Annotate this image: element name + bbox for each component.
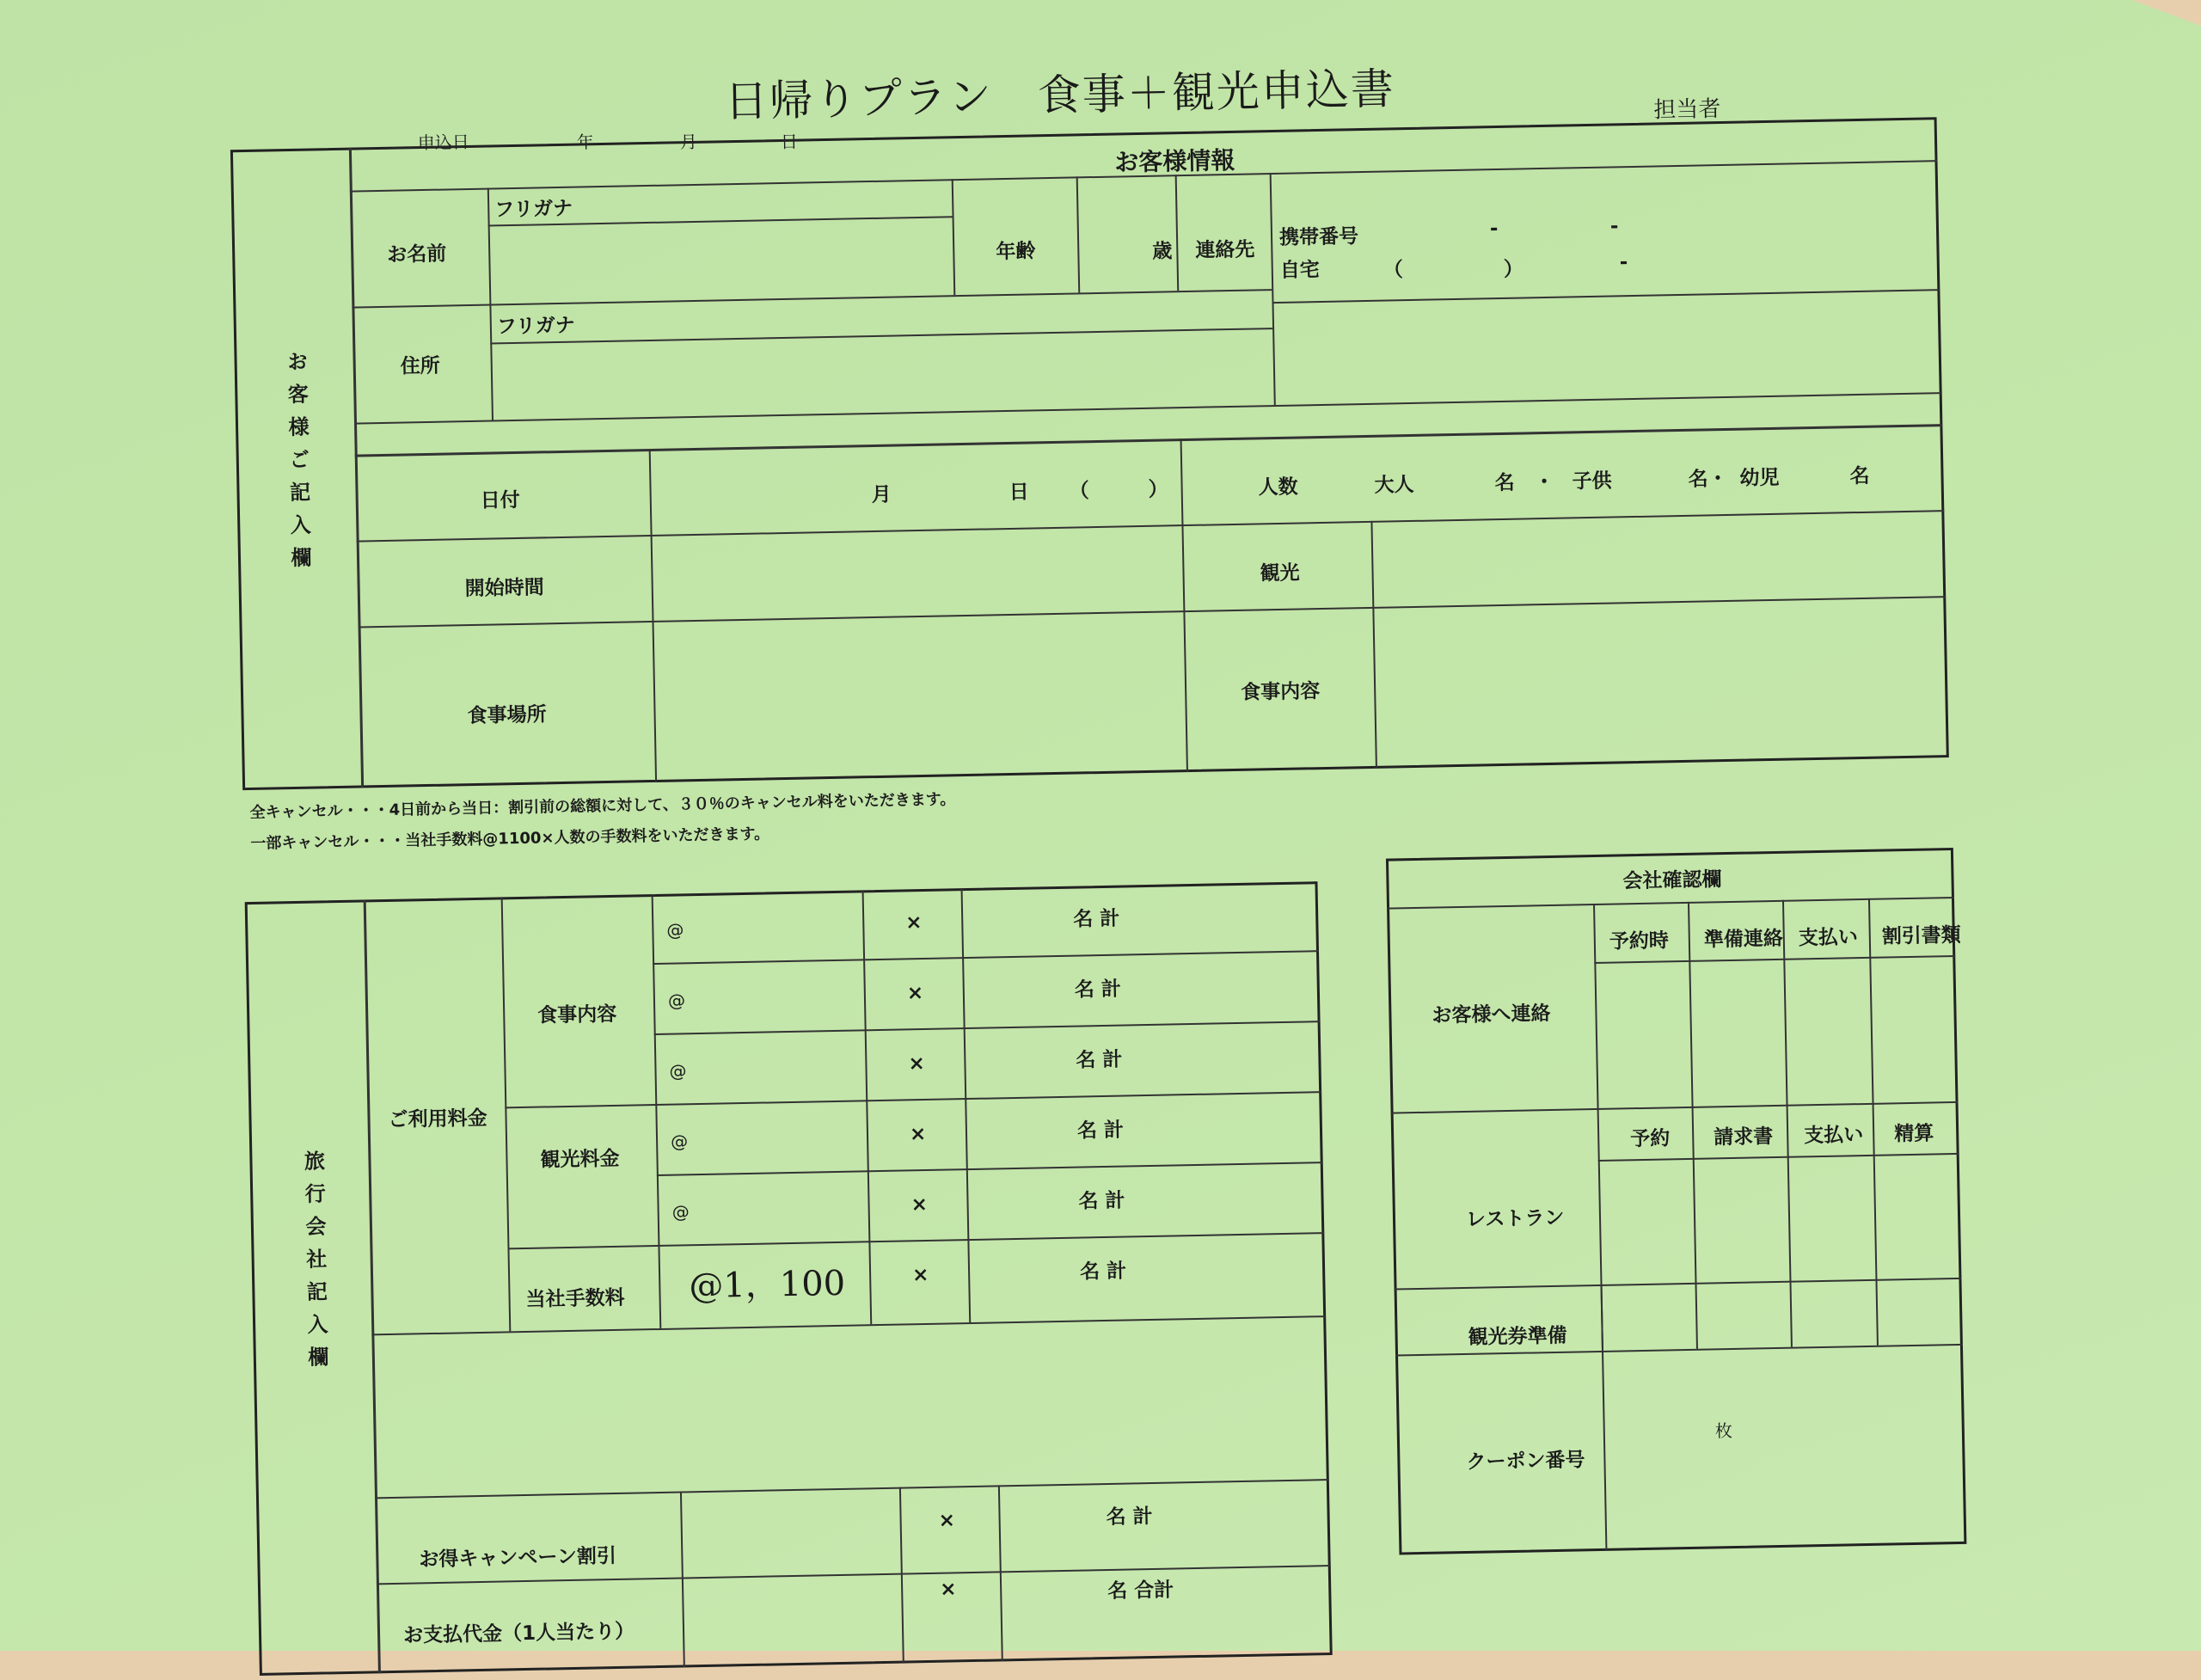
col-invoice: 請求書 (1714, 1125, 1774, 1150)
infant-unit: 名 (1849, 464, 1870, 488)
start-time-label: 開始時間 (464, 576, 544, 601)
col-payment-2: 支払い (1803, 1124, 1864, 1148)
age-label: 年齢 (996, 240, 1036, 264)
meal-row3-at: @ (669, 1060, 687, 1082)
child-unit: 名・ (1688, 467, 1728, 491)
col-reserve-time: 予約時 (1609, 929, 1670, 953)
customer-info-header: お客様情報 (1114, 145, 1235, 177)
staff-label: 担当者 (1653, 96, 1721, 124)
meal-row3-total: 名 計 (1076, 1048, 1123, 1072)
meal-content-label: 食事内容 (1240, 680, 1321, 704)
campaign-total: 名 計 (1106, 1505, 1153, 1530)
home-paren-open: （ (1383, 259, 1404, 282)
col-settlement: 精算 (1893, 1122, 1934, 1146)
agency-meal-label: 食事内容 (537, 1002, 617, 1027)
payment-times: × (939, 1578, 957, 1601)
handling-fee-label: 当社手数料 (525, 1286, 625, 1311)
adult-unit: 名 ・ (1494, 470, 1554, 495)
contact-label: 連絡先 (1195, 238, 1255, 262)
sightseeing-row1-at: @ (670, 1131, 689, 1152)
infant-label: 幼児 (1739, 466, 1780, 490)
partial-cancel-note: 一部キャンセル・・・当社手数料@1100×人数の手数料をいただきます。 (250, 825, 770, 853)
address-label: 住所 (400, 354, 441, 378)
customer-side-label: お客様ご記入欄 (283, 350, 312, 580)
date-day: 日 (1009, 481, 1029, 504)
payment-label: お支払代金（1人当たり） (402, 1620, 635, 1647)
col-discount-doc: 割引書類 (1881, 923, 1962, 948)
home-dash: - (1619, 251, 1628, 274)
day-label: 日 (780, 131, 799, 153)
child-label: 子供 (1572, 469, 1612, 494)
adult-label: 大人 (1374, 473, 1414, 497)
meal-place-label: 食事場所 (467, 703, 547, 728)
home-label: 自宅 (1279, 259, 1321, 282)
usage-fee-label: ご利用料金 (388, 1107, 487, 1131)
address-furigana-label: フリガナ (496, 314, 575, 339)
agency-side-label: 旅行会社記入欄 (300, 1150, 329, 1379)
sightseeing-row2-at: @ (671, 1201, 690, 1223)
company-header: 会社確認欄 (1622, 868, 1722, 893)
date-weekday-paren: （ ） (1069, 478, 1168, 503)
meal-row1-times: × (905, 911, 923, 935)
mobile-label: 携帯番号 (1278, 225, 1359, 249)
mobile-dash-2: - (1609, 215, 1619, 238)
sightseeing-row1-times: × (909, 1122, 927, 1146)
ticket-prep-label: 観光券準備 (1468, 1324, 1567, 1349)
sightseeing-row2-times: × (910, 1193, 929, 1217)
campaign-times: × (938, 1509, 956, 1532)
sightseeing-row2-total: 名 計 (1078, 1189, 1125, 1213)
meal-row2-total: 名 計 (1074, 978, 1122, 1002)
date-label: 日付 (480, 488, 521, 512)
sightseeing-row1-total: 名 計 (1076, 1119, 1125, 1143)
meal-row2-times: × (906, 982, 924, 1005)
contact-customer-label: お客様へ連絡 (1432, 1002, 1551, 1027)
sightseeing-label: 観光 (1260, 561, 1300, 586)
campaign-label: お得キャンペーン割引 (419, 1544, 617, 1572)
age-unit: 歳 (1152, 240, 1173, 263)
application-date-label: 申込日 (417, 131, 469, 154)
form-title: 日帰りプラン 食事＋観光申込書 (724, 64, 1396, 127)
meal-row2-at: @ (667, 990, 686, 1011)
name-furigana-label: フリガナ (494, 197, 573, 222)
year-label: 年 (576, 132, 595, 153)
home-paren-close: ） (1503, 258, 1524, 281)
date-month: 月 (871, 483, 892, 507)
handling-fee-total: 名 計 (1079, 1260, 1127, 1284)
handling-fee-times: × (911, 1263, 929, 1287)
col-prep-contact: 準備連絡 (1703, 927, 1784, 952)
col-reservation: 予約 (1630, 1127, 1671, 1151)
mobile-dash-1: - (1489, 218, 1499, 241)
name-label: お名前 (387, 242, 447, 267)
month-label: 月 (679, 131, 698, 153)
coupon-label: クーポン番号 (1466, 1449, 1585, 1474)
full-cancel-note: 全キャンセル・・・4日前から当日：割引前の総額に対して、３０％のキャンセル料をいただきます。 (249, 790, 956, 822)
meal-row3-times: × (908, 1052, 925, 1076)
agency-sightseeing-label: 観光料金 (540, 1147, 620, 1172)
col-payment: 支払い (1798, 926, 1859, 950)
meal-row1-total: 名 計 (1073, 907, 1120, 931)
meal-row1-at: @ (666, 919, 684, 941)
people-label: 人数 (1258, 475, 1298, 500)
restaurant-label: レストラン (1465, 1206, 1565, 1231)
handling-fee-value: @1，100 (688, 1263, 846, 1307)
payment-grand-total: 名 合計 (1107, 1579, 1174, 1603)
sheet-unit: 枚 (1714, 1420, 1733, 1442)
